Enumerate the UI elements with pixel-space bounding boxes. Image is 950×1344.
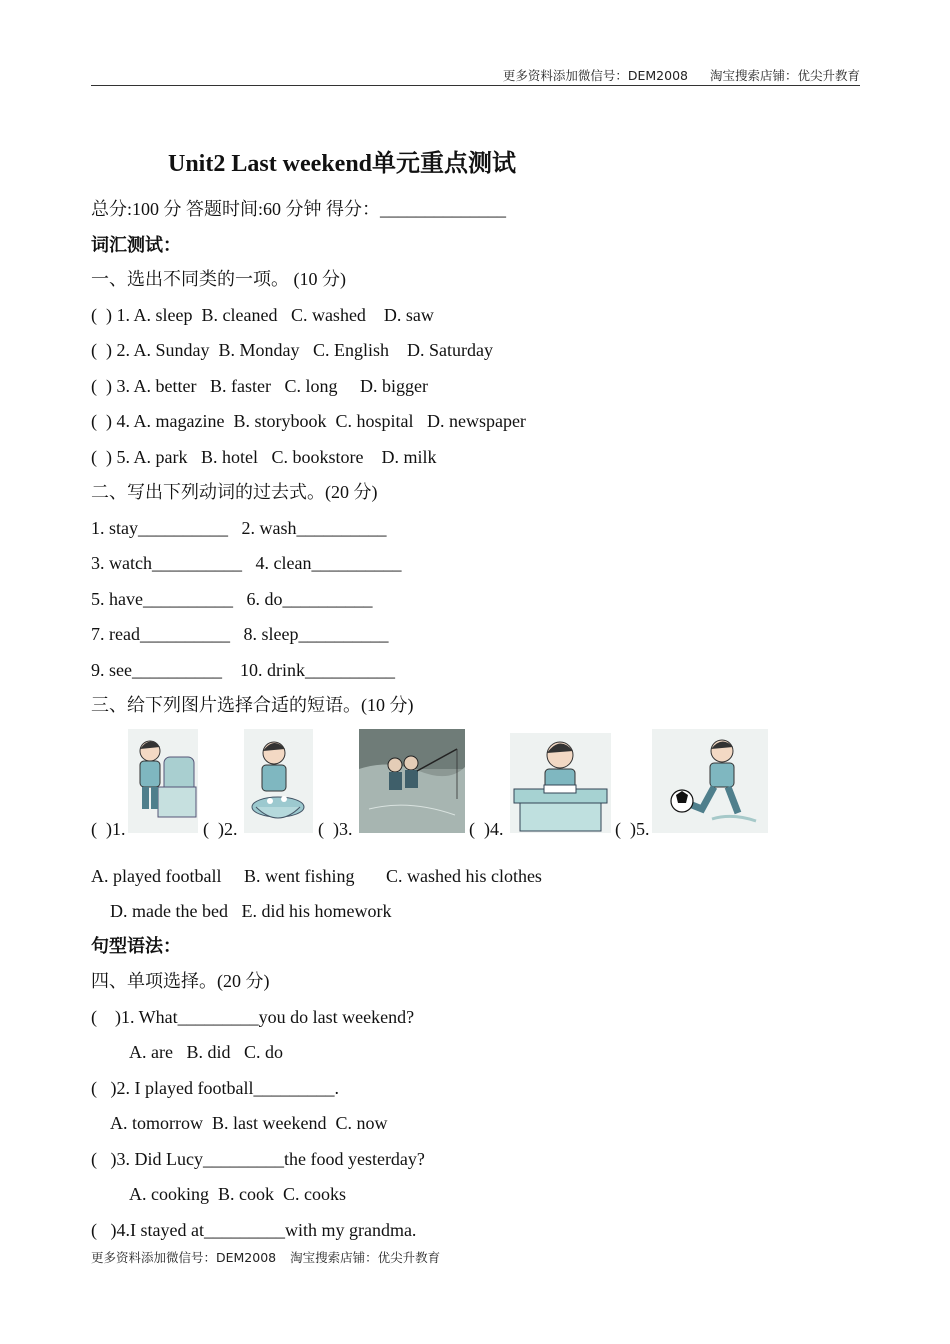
boy-washing-clothes-picture: [244, 729, 313, 833]
part2-row: 7. read__________ 8. sleep__________: [91, 624, 389, 644]
part4-question: ( )1. What_________you do last weekend?: [91, 1007, 415, 1027]
part4-question: ( )4.I stayed at_________with my grandma.: [91, 1220, 417, 1240]
header-rule: [91, 85, 860, 86]
picture-label: ( )3.: [318, 819, 353, 839]
part2-heading: 二、写出下列动词的过去式。(20 分): [91, 482, 378, 502]
footer-wechat: 更多资料添加微信号：DEM2008: [91, 1250, 277, 1265]
section-grammar: 句型语法：: [91, 936, 181, 956]
part4-options: A. cooking B. cook C. cooks: [129, 1184, 346, 1204]
part1-item: ( ) 1. A. sleep B. cleaned C. washed D. saw: [91, 305, 434, 325]
part2-row: 3. watch__________ 4. clean__________: [91, 553, 402, 573]
page-title: Unit2 Last weekend单元重点测试: [168, 151, 517, 177]
footer-shop: 淘宝搜索店铺：优尖升教育: [290, 1250, 441, 1265]
part4-options: A. are B. did C. do: [129, 1042, 283, 1062]
part1-item: ( ) 3. A. better B. faster C. long D. bigger: [91, 376, 428, 396]
part1-heading: 一、选出不同类的一项。 (10 分): [91, 269, 346, 289]
part3-heading: 三、给下列图片选择合适的短语。(10 分): [91, 695, 414, 715]
picture-label: ( )5.: [615, 819, 650, 839]
part1-item: ( ) 5. A. park B. hotel C. bookstore D. milk: [91, 447, 437, 467]
part3-options: A. played football B. went fishing C. washed his clothes: [91, 866, 542, 886]
part2-row: 5. have__________ 6. do__________: [91, 589, 373, 609]
boy-doing-homework-picture: [510, 733, 611, 833]
header-shop: 淘宝搜索店铺：优尖升教育: [709, 68, 860, 83]
picture-label: ( )4.: [469, 819, 504, 839]
part2-row: 9. see__________ 10. drink__________: [91, 660, 395, 680]
boys-fishing-picture: [359, 729, 465, 833]
part4-question: ( )2. I played football_________.: [91, 1078, 339, 1098]
part4-question: ( )3. Did Lucy_________the food yesterday?: [91, 1149, 425, 1169]
picture-label: ( )2.: [203, 819, 238, 839]
part1-item: ( ) 4. A. magazine B. storybook C. hospital D. newspaper: [91, 411, 526, 431]
header-wechat: 更多资料添加微信号：DEM2008: [502, 68, 688, 83]
part2-row: 1. stay__________ 2. wash__________: [91, 518, 387, 538]
part1-item: ( ) 2. A. Sunday B. Monday C. English D. Saturday: [91, 340, 493, 360]
picture-label: ( )1.: [91, 819, 126, 839]
boy-playing-football-picture: [652, 729, 768, 833]
page-footer: [91, 1248, 440, 1266]
part4-options: A. tomorrow B. last weekend C. now: [110, 1113, 388, 1133]
boy-making-bed-picture: [128, 729, 198, 833]
section-vocab: 词汇测试：: [91, 235, 181, 255]
score-meta: 总分:100 分 答题时间:60 分钟 得分：______________: [91, 199, 507, 219]
page-header: [503, 66, 860, 84]
part4-heading: 四、单项选择。(20 分): [91, 971, 270, 991]
part3-options: D. made the bed E. did his homework: [110, 901, 392, 921]
